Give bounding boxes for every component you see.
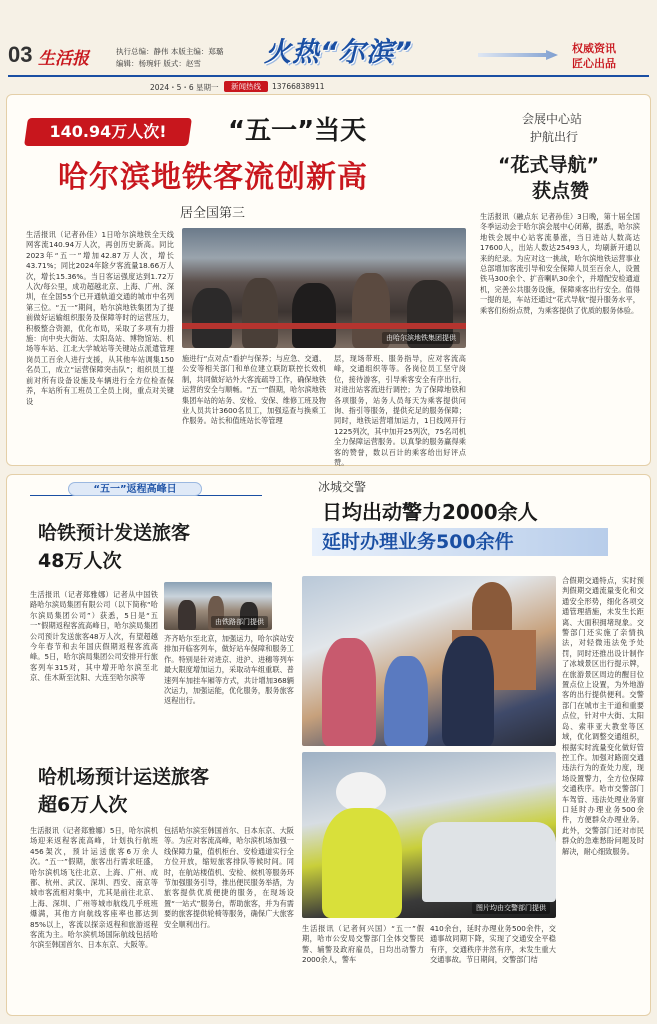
paper-name: 生活报 xyxy=(38,49,89,69)
story2-body: 生活报讯（融点东 记者孙佳）3日晚，第十届全国冬季运动会于哈尔滨会展中心闭幕，据悉，哈尔滨地铁会展中心站客流暴涨，当日进站人数高达17600人，出站人数达25493人，均刷新开通以来的纪录。为应对这一挑战，哈尔滨地铁运营事业总部增加客流引导和安全保障人员至百余人，设置铁马300余个、扩音喇叭30余个，并增配安检通道机，完善公共服务设施，保障乘客出行安全。值得一提的是，车站还通过“花式导航”提升服务水平，乘客们纷纷点赞，为乘客提供了优质的服务体验。 xyxy=(480,212,640,315)
page-number: 03 xyxy=(8,42,33,67)
railway-photo-caption: 由铁路部门提供 xyxy=(211,616,268,628)
tourist-shape-1 xyxy=(322,638,376,746)
story1-headline: 哈尔滨地铁客流创新高 xyxy=(58,160,368,195)
officer-helmet xyxy=(336,772,386,812)
hotline-badge xyxy=(224,81,268,92)
story4-column-1: 生活报讯（记者郑雅娜）5日，哈尔滨机场迎来返程客流高峰，计划执行航班456架次，预计运送旅客6万余人次。“五一”假期，旅客出行需求旺盛，哈尔滨机场飞往北京、上海、广州、成都、杭州、武汉、深圳、西安、南京等城市客流相对集中，尤其是前往北京、上海、深圳、广州等城市航线几乎班班爆满，其他方向航线客座率也都达到85%以上，客流以探亲返程和旅游返程客流为主。哈尔滨机场国际航线包括哈尔滨至韩国首尔、日本东京、大阪等。 xyxy=(30,826,158,950)
ridership-badge xyxy=(24,118,192,146)
story2-headline-2: 获点赞 xyxy=(532,180,590,202)
slogan-1: 权威资讯 xyxy=(572,42,616,55)
section-label-box xyxy=(30,480,262,496)
tourist-shape-2 xyxy=(384,656,428,746)
hotline-label: 新闻热线 xyxy=(231,82,261,91)
masthead xyxy=(0,0,657,92)
crowd-shape-1 xyxy=(192,288,232,348)
story4-headline-1: 哈机场预计运送旅客 xyxy=(38,766,210,788)
story5-headline-1: 日均出动警力2000余人 xyxy=(322,500,538,524)
passenger-shape-1 xyxy=(178,600,196,630)
story5-headline-2-box xyxy=(312,528,608,556)
subway-crowd-photo xyxy=(182,228,466,348)
story2-kicker-2: 护航出行 xyxy=(530,130,579,144)
story5-kicker: 冰城交警 xyxy=(318,480,367,494)
header-rule xyxy=(8,75,649,77)
hotline-number: 13766838911 xyxy=(272,82,325,91)
police-photo-caption: 图片均由交警部门提供 xyxy=(472,902,550,914)
section-label-text: “五一”返程高峰日 xyxy=(93,484,177,495)
header-arrow-decoration xyxy=(478,50,558,60)
police-on-road-photo xyxy=(302,752,556,918)
story3-headline-1: 哈铁预计发送旅客 xyxy=(38,522,191,544)
story1-subhead: 居全国第三 xyxy=(180,206,246,221)
story5-bottom-column-2: 410余台，延时办理业务500余件，交通事故同期下降，实现了交通安全平稳有序，交通秩序井然有序，未发生重大交通事故。节日期间，交警部门结 xyxy=(430,924,556,965)
story3-headline-2: 48万人次 xyxy=(38,550,122,572)
crowd-shape-2 xyxy=(242,278,278,348)
story3-column-2: 齐齐哈尔至北京，加强运力，哈尔滨站安排加开临客列车，做好站车保障和服务工作。特别是针对进京、进沪、进穗等列车最大限度增加运力，采取动车组重联、普速列车加挂车厢等方式，共计增加368辆次运力，加强运能，优化服务，服务旅客返程出行。 xyxy=(164,634,294,706)
police-officer-shape xyxy=(442,636,494,746)
story1-column-2: 施进行“点对点”看护与保养；与应急、交通、公安等相关部门和单位建立联防联控长效机制，共同做好站外大客流疏导工作，确保地铁运营的安全与顺畅。“五一”假期，哈尔滨地铁集团车站的站务、安检、安保、维修工班及物业人员共计3600名员工，加强巡查与换乘工作服务。站长和值班站长等管理 xyxy=(182,354,327,426)
crowd-shape-3 xyxy=(292,283,336,348)
theme-title: 火热“尔滨” xyxy=(264,37,413,68)
ridership-badge-text: 140.94万人次! xyxy=(49,122,167,141)
story1-kicker: “五一”当天 xyxy=(228,116,367,146)
editor-line-1: 执行总编：静伟 本版主编：郑璐 xyxy=(116,47,224,56)
story5-bottom-column-1: 生活报讯（记者何兴国）“五一”假期，哈市公安局交警部门全体交警民警、辅警及政府雇员，日均出动警力2000余人，警车 xyxy=(302,924,424,965)
issue-date: 2024・5・6 星期一 xyxy=(150,83,219,92)
car-shape xyxy=(422,822,556,902)
story2-kicker-1: 会展中心站 xyxy=(522,112,583,126)
cathedral-dome xyxy=(472,582,512,634)
story5-headline-2: 延时办理业务500余件 xyxy=(322,531,514,553)
subway-photo-caption: 由哈尔滨地铁集团提供 xyxy=(382,332,460,344)
gate-bar xyxy=(182,323,466,329)
slogan-2: 匠心出品 xyxy=(572,57,616,70)
story4-column-2: 包括哈尔滨至韩国首尔、日本东京、大阪等。为应对客流高峰，哈尔滨机场加强一线保障力量，值机柜台、安检通道实行全方位开放，缩短旅客排队等候时间。同时，在航站楼值机、安检、候机等服务环节加强服务引导，推出便民服务举措，为旅客提供优质便捷的服务，在现场设置“一站式”服务台，帮助旅客，并为有需要的旅客提供轮椅等服务，确保广大旅客安全顺利出行。 xyxy=(164,826,294,929)
railway-station-photo xyxy=(164,582,272,630)
story2-headline-1: “花式导航” xyxy=(498,154,599,176)
officer-vest xyxy=(322,808,402,918)
police-guiding-tourists-photo xyxy=(302,576,556,746)
section-label-pill xyxy=(68,482,202,496)
story1-column-3: 层，现场带班、服务指导，应对客流高峰，交通组织等等。各岗位员工坚守岗位，接待游客，引导乘客安全有序出行，对进出站客流进行调控；为了保障地铁和各项服务，站务人员每天为乘客提供问询、指引等服务，提供充足的服务保障；同时，地铁运营增加运力，1日线网开行1225列次，其中加开25列次，75名司机全力保障运营服务。以真挚的服务赢得乘客的赞誉，数以百计的乘客给出好评点赞。 xyxy=(334,354,466,468)
story3-column-1: 生活报讯（记者郑雅娜）记者从中国铁路哈尔滨局集团有限公司（以下简称“哈尔滨局集团公司”）获悉，5日是“五一”假期返程客流高峰日，哈尔滨局集团公司预计发送旅客48万人次，有望超越今年春节和去年国庆假期返程客流高峰。5日，哈尔滨局集团公司安排开行旅客列车315对，其中增开哈尔滨至北京、佳木斯至沈阳、大连至哈尔滨等 xyxy=(30,590,158,683)
editor-line-2: 编辑：杨琬轩 版式：赵雪 xyxy=(116,59,201,68)
story4-headline-2: 超6万人次 xyxy=(38,794,128,816)
story1-column-1: 生活报讯（记者孙佳）1日哈尔滨地铁全天线网客流140.94万人次，再创历史新高。同比2023年“五一”增加42.87万人次，增长43.71%；同比2024年除夕客流量18.66万人次，增长15.36%。当日客运强度达到1.72万人次/每公里，成功超越北京、上海、广州、深圳，在全国55个已开通轨道交通的城市中名列第三位。“五一”期间，哈尔滨地铁集团为了提前做好运输组织服务及保障等时的运营压力，积极整合资源，优化布局，采取了多项有力措施：向中央大街站、太阳岛站、博物馆站、机场等车站、江北大学城站等关键站点派遣管理岗员工百余人进行支援，从其他车站调集150名员工，成立“运营保障突击队”；组织员工提前对所有设备设施及车辆进行全方位检查保养，车站所有工班员工全员上岗，重点对关键设 xyxy=(26,230,174,406)
story5-right-column: 合假期交通特点，实时预判假期交通流量变化和交通安全形势，细化各项交通管理措施，未发生长距离、大面积拥堵现象。交警部门还实施了亲情执法，对轻微违法免予处罚，同时还推出设计制作了冰城景区出行提示牌，在旅游景区周边的醒目位置点位上设置，为外地游客的出行提供便利。交警部门在城市主干道和重要点位，针对中大街、太阳岛、索菲亚大教堂等区域，优化调整交通组织，根据实时流量变化做好管控工作。加强对路面交通违法行为的查处力度，现场设置警力，全方位保障交通秩序。哈市交警部门车驾管、违法处理业务窗口延时办理业务500余件，方便群众办理业务。此外，交警部门还对市民群众的急难愁盼问题及时解决，耐心细致服务。 xyxy=(562,576,644,856)
